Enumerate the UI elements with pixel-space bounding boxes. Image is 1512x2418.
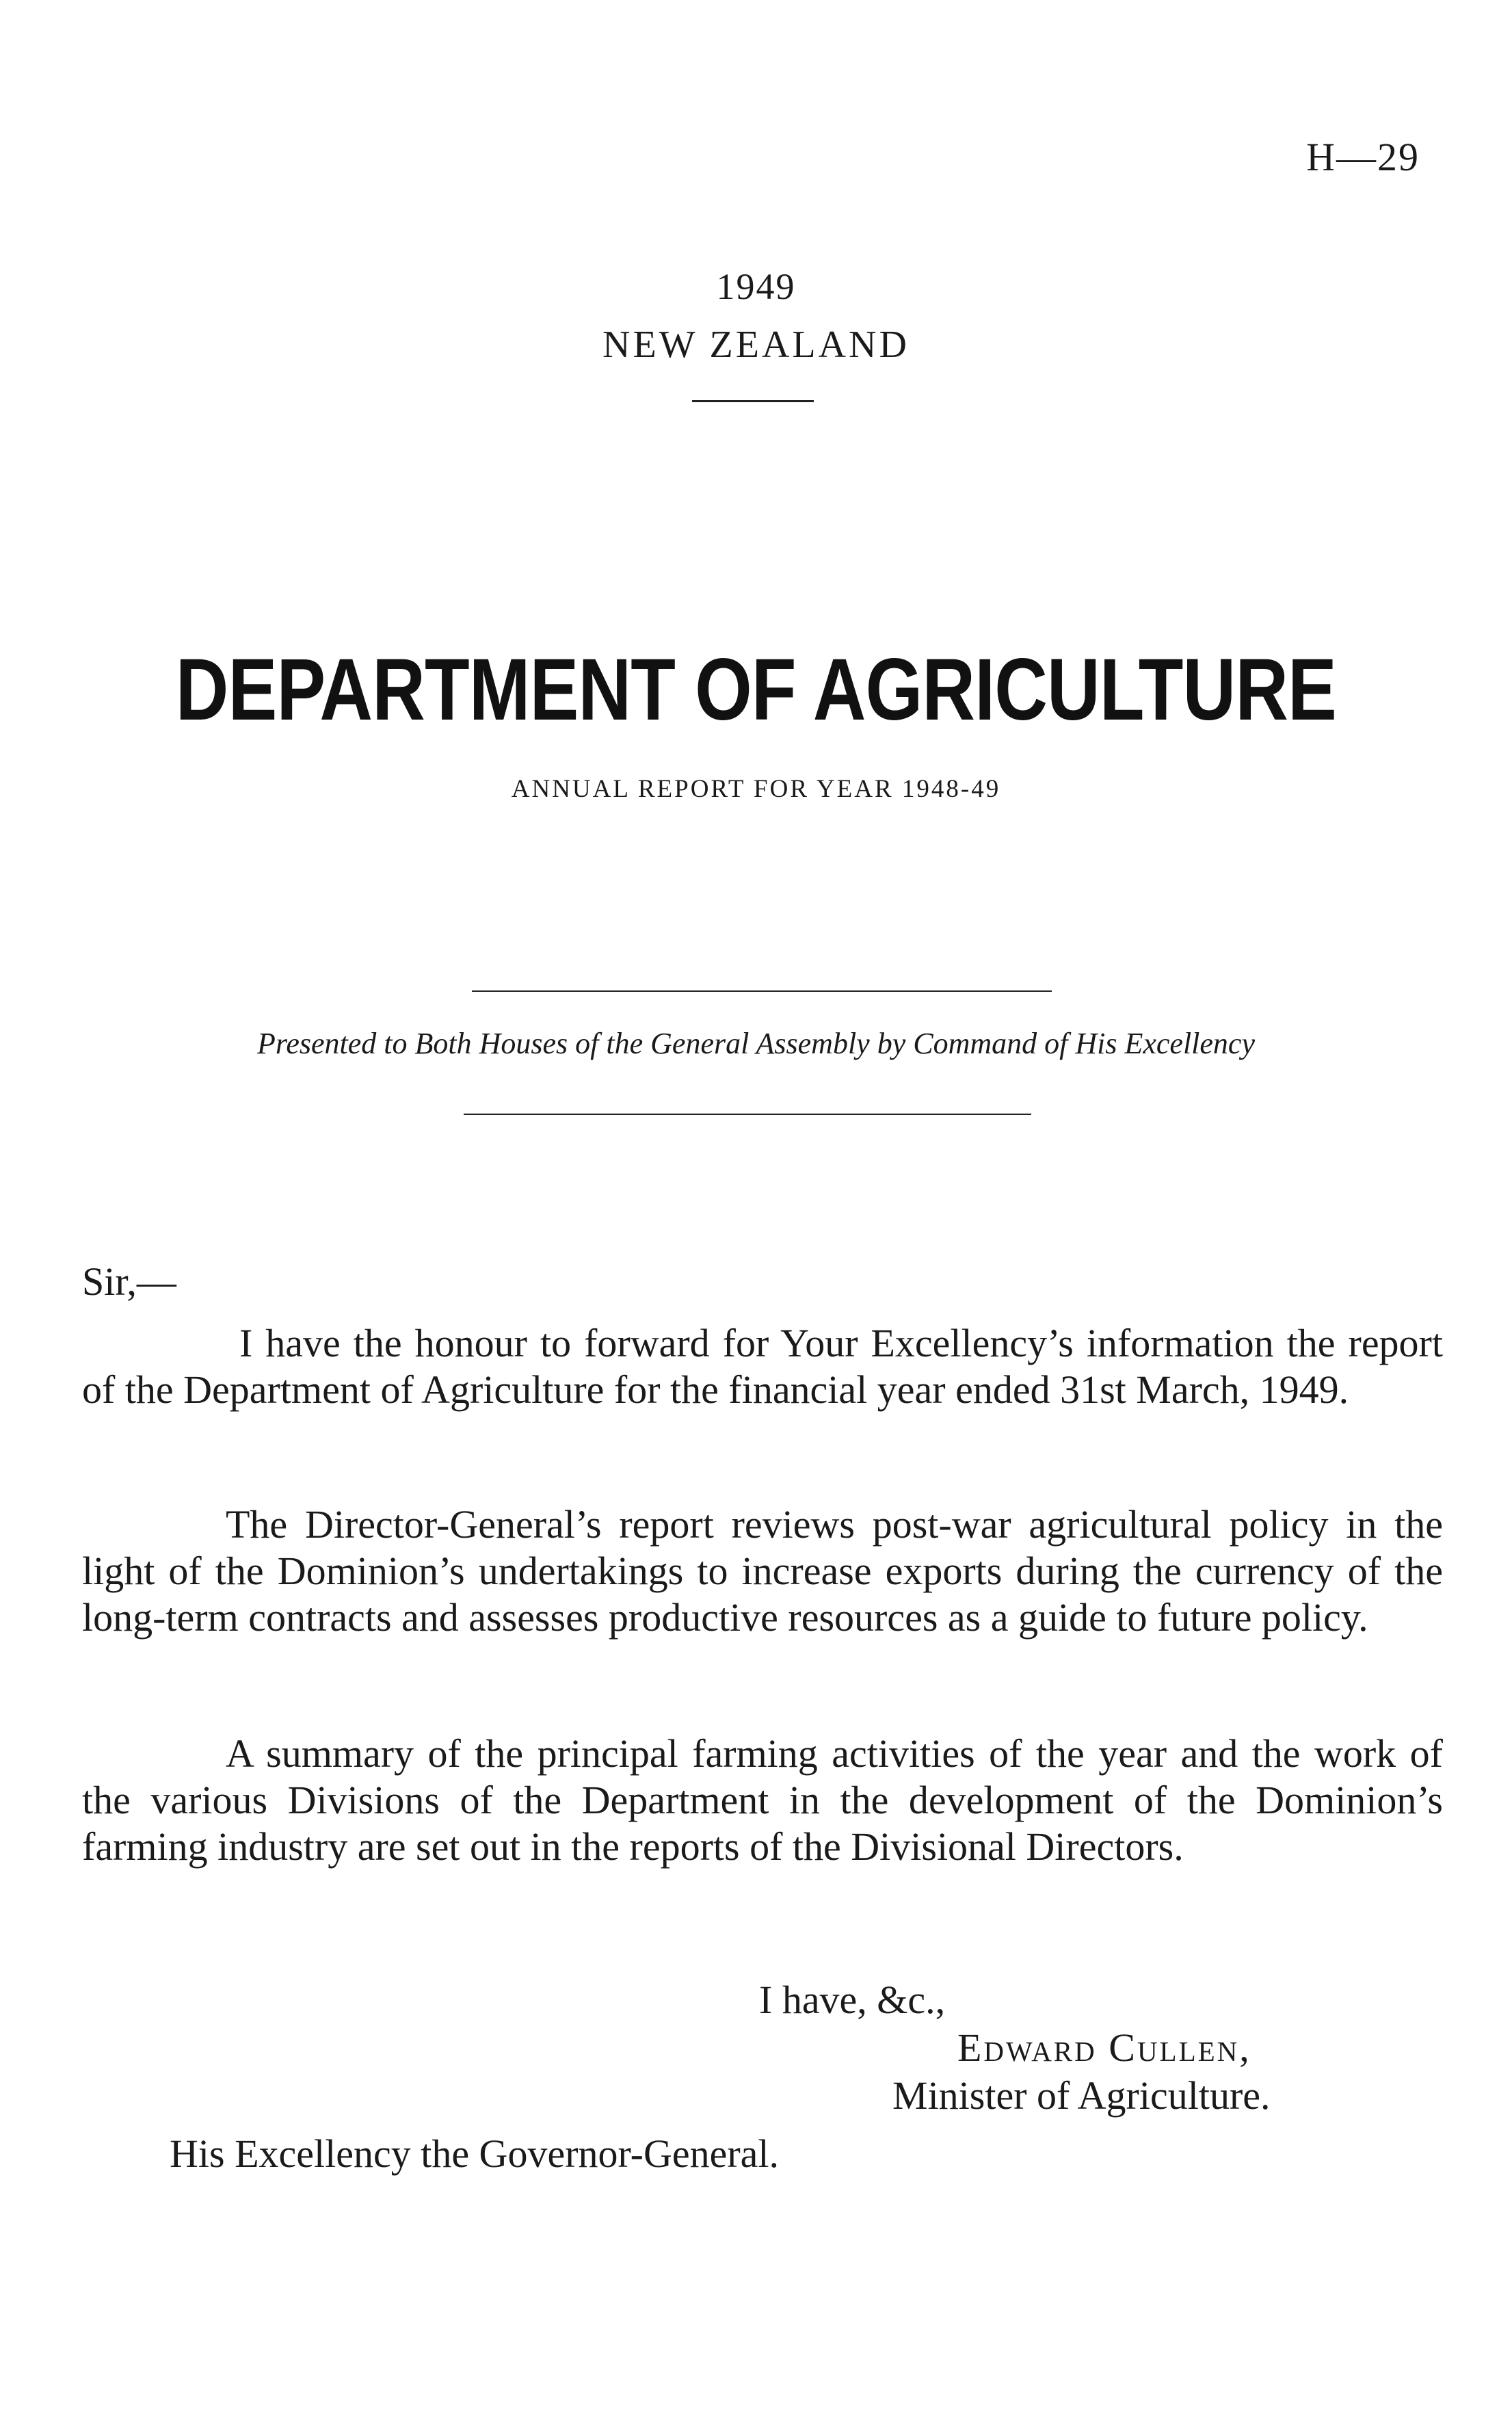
letter-addressee: His Excellency the Governor-General.: [170, 2131, 780, 2176]
presented-divider-bottom: [464, 1114, 1031, 1115]
header-divider: [692, 400, 814, 402]
presented-statement: Presented to Both Houses of the General Assembly by Command of His Excellency: [256, 1027, 1255, 1060]
letter-paragraph-2: The Director-General’s report reviews post-war agricultural policy in the light of the Dominion’s undertakings to increase exports during the currency of the long-term contracts and assesses productive resources as a guide to future policy.: [82, 1502, 1443, 1640]
letter-salutation: Sir,—: [82, 1259, 176, 1304]
letter-paragraph-3: A summary of the principal farming activities of the year and the work of the various Divisions of the Department in the development of the Dominion’s farming industry are set out in the reports of the Divisional Directors.: [82, 1731, 1443, 1869]
signatory-title: Minister of Agriculture.: [892, 2073, 1271, 2118]
signatory-name: Edward Cullen,: [957, 2025, 1251, 2070]
document-subtitle: ANNUAL REPORT FOR YEAR 1948-49: [511, 775, 1001, 803]
letter-closing: I have, &c.,: [759, 1977, 946, 2022]
page-reference: H—29: [1306, 135, 1420, 179]
document-title: DEPARTMENT OF AGRICULTURE: [175, 641, 1337, 739]
report-year: 1949: [716, 266, 796, 307]
letter-paragraph-1: I have the honour to forward for Your Excellency’s information the report of the Department of Agriculture for the financial year ended 31st March, 1949.: [82, 1321, 1443, 1412]
presented-divider-top: [472, 990, 1052, 992]
country-heading: NEW ZEALAND: [602, 324, 910, 366]
